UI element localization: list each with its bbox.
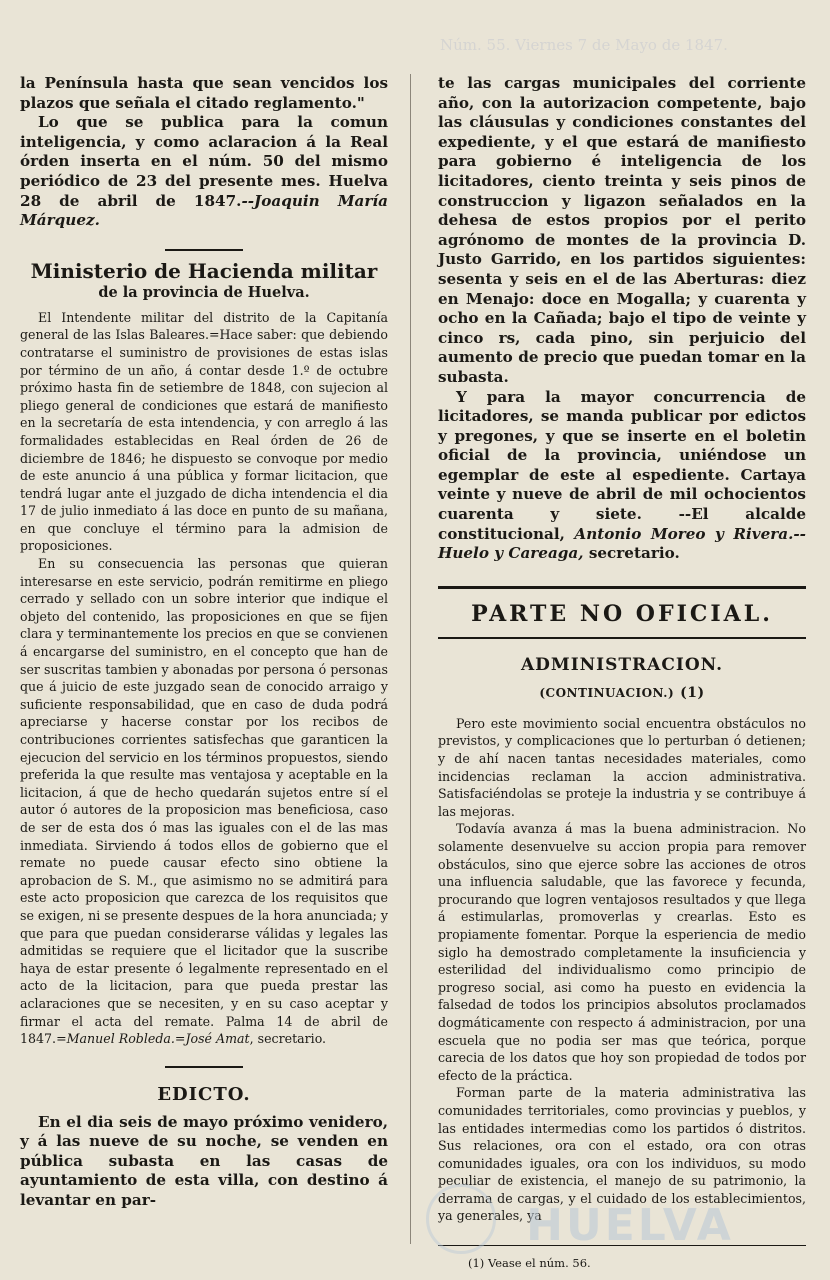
ministry-paragraph-1: El Intendente militar del distrito de la Capitanía general de las Islas Baleares.=Hace saber: que debiendo contratarse el suministro de provisiones de estas islas por término de un año, á contar desde 1.º de octubre próximo hasta fin de setiembre de 1848, con sujecion al pliego general de condiciones que estará de manifiesto en la secretaría de esta intendencia, y con arreglo á las formalidades establecidas en Real órden de 26 de diciembre de 1846; he dispuesto se convoque por medio de este anuncio á una pública y formar licitacion, que tendrá lugar ante el juzgado de dicha intendencia el dia 17 de julio inmediato á las doce en punto de su mañana, en que concluye el término para la admision de proposiciones. bbox=[20, 309, 388, 554]
edicto-divider bbox=[165, 1066, 243, 1068]
watermark: HUELVA bbox=[526, 1200, 734, 1251]
edicto-continuation: te las cargas municipales del corriente año, con la autorizacion competente, bajo las cláusulas y condiciones constantes del expediente, y el que estará de manifiesto para gobierno é inteligencia de los licitadores, ciento treinta y seis pinos de construccion y ligazon señalados en la dehesa de estos propios por el perito agrónomo de montes de la provincia D. Justo Garrido, en los partidos siguientes: sesenta y seis en el de las Aberturas: diez en Menajo: doce en Mogalla; y cuarenta y ocho en la Cañada; bajo el tipo de veinte y cinco rs, cada pino, sin perjuicio del aumento de precio que puedan tomar en la subasta. bbox=[438, 74, 806, 386]
bleed-through-header: Núm. 55. Viernes 7 de Mayo de 1847. bbox=[440, 36, 728, 54]
footnote: (1) Vease el núm. 56. bbox=[468, 1256, 591, 1271]
section-rule-bottom bbox=[438, 637, 806, 639]
ministry-signature: =Manuel Robleda.=José Amat bbox=[56, 1031, 250, 1047]
edicto-signature-role: secretario. bbox=[588, 544, 680, 563]
right-column bbox=[438, 74, 806, 1270]
admin-paragraph-2: Todavía avanza á mas la buena administracion. No solamente desenvuelve su accion propia para remover obstáculos, sino que ejerce sobre las acciones de otros una influencia saludable, que las favorece y fecunda, procurando que logren ventajosos resultados y que llega á estimularlas, promoverlas y crearlas. Esto es propiamente fomentar. Porque la esperiencia de medio siglo ha demostrado completamente la insuficiencia y esterilidad del individualismo como principio de progreso social, asi como ha puesto en evidencia la falsedad de todos los principios absolutos proclamados dogmáticamente con respecto á administracion, por una escuela que no podia ser mas que teórica, porque carecia de los datos que hoy son propiedad de todos por efecto de la práctica. bbox=[438, 821, 806, 1083]
publication-notice-text: Lo que se publica para la comun inteligencia, y como aclaracion á la Real órden inserta en el núm. 50 del mismo periódico de 23 del presente mes. Huelva 28 de abril de 1847. bbox=[20, 113, 388, 210]
left-column bbox=[20, 74, 388, 1211]
section-rule-top bbox=[438, 586, 806, 589]
edicto-paragraph: En el dia seis de mayo próximo venidero, y á las nueve de su noche, se venden en pública subasta en las casas de ayuntamiento de esta villa, con destino á levantar en par- bbox=[20, 1112, 388, 1210]
admin-paragraph-1: Pero este movimiento social encuentra obstáculos no previstos, y complicaciones que lo perturban ó detienen; y de ahí nacen tantas necesidades materiales, como incidencias reclaman la accion administrativa. Satisfaciéndolas se proteje la industria y se contribuye á las mejoras. bbox=[438, 715, 806, 819]
ministry-paragraph-2-text: En su consecuencia las personas que quieran interesarse en este servicio, podrán remitirme en pliego cerrado y sellado con un sobre interior que indique el objeto del contenido, las proposiciones en que se fijen clara y terminantemente los precios en que se convienen á encargarse del suministro, en el concepto que han de ser suscritas tambien y abonadas por persona ó personas que á juicio de este juzgado sean de conocido arraigo y suficiente responsabilidad, que en caso de duda podrá apreciarse y hacerse constar por los recibos de contribuciones corrientes satisfechas que garanticen la ejecucion del servicio en los términos propuestos, siendo preferida la que resulte mas ventajosa y aceptable en la licitacion, á que de hecho quedarán sujetos entre sí el autor ó autores de la proposicion mas beneficiosa, caso de ser de esta dos ó mas las iguales con el de las mas inmediata. Sirviendo á todos ellos de gobierno que el remate no puede causar efecto sino obtiene la aprobacion de S. M., que asimismo no se admitirá para este acto proposicion que carezca de los requisitos que se exigen, ni se presente despues de la hora anunciada; y que para que puedan considerarse válidas y legales las admitidas se requiere que el licitador que la suscribe haya de estar presente ó legalmente representado en el acto de la licitacion, para que pueda prestar las aclaraciones que se necesiten, y en su caso aceptar y firmar el acta del remate. Palma 14 de abril de 1847. bbox=[20, 556, 388, 1047]
admin-paragraph-3: Forman parte de la materia administrativa las comunidades territoriales, como provincias y pueblos, y las entidades intermedias como los partidos ó distritos. Sus relaciones, ora con el estado, ora con otras comunidades iguales, ora con los individuos, su modo peculiar de existencia, el manejo de su patrimonio, la derrama de cargas, y el cuidado de los establecimientos, ya generales, ya bbox=[438, 1085, 806, 1224]
ministry-closing: , secretario. bbox=[249, 1031, 327, 1047]
edicto-title: EDICTO. bbox=[157, 1083, 251, 1105]
publication-notice-signature: --Joaquin María Márquez. bbox=[20, 191, 388, 230]
edicto-paragraph-2-text: Y para la mayor concurrencia de licitadores, se manda publicar por edictos y pregones, y que se inserte en el boletin oficial de la provincia, uniéndose un egemplar de este al espediente. Cartaya veinte y nueve de abril de mil ochocientos cuarenta y siete. --El alcalde constitucional, bbox=[438, 387, 806, 543]
column-separator bbox=[410, 74, 411, 1244]
ministry-title: Ministerio de Hacienda militar bbox=[30, 258, 378, 283]
ministry-subtitle: de la provincia de Huelva. bbox=[98, 283, 310, 301]
admin-continuation-label: (CONTINUACION.) bbox=[539, 685, 675, 700]
publication-notice bbox=[20, 113, 388, 231]
section-divider bbox=[165, 249, 243, 251]
ministry-paragraph-2 bbox=[20, 555, 388, 1048]
admin-footnote-ref: (1) bbox=[680, 684, 705, 701]
admin-continuation bbox=[438, 685, 806, 701]
edicto-signature: Antonio Moreo y Rivera.--Huelo y Careaga, bbox=[438, 524, 806, 563]
section-banner: PARTE NO OFICIAL. bbox=[471, 600, 773, 627]
edicto-paragraph-2 bbox=[438, 388, 806, 564]
opening-paragraph: la Península hasta que sean vencidos los plazos que señala el citado reglamento." bbox=[20, 74, 388, 112]
admin-title: ADMINISTRACION. bbox=[520, 654, 724, 675]
